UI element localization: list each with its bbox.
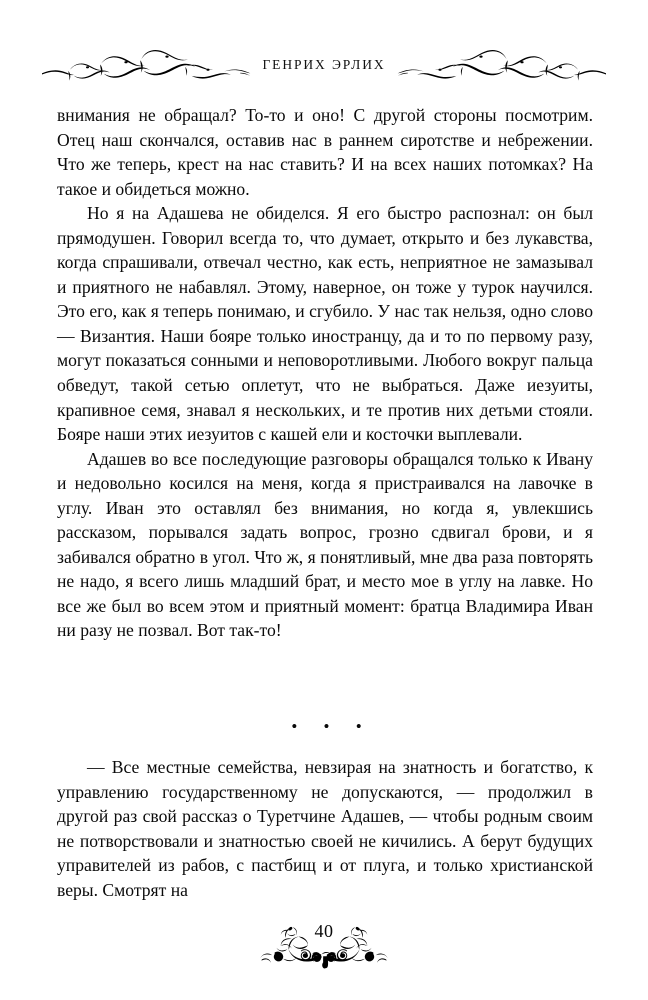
- ribbon-ornament-right-icon: [396, 47, 608, 85]
- running-head-title: ГЕНРИХ ЭРЛИХ: [262, 57, 386, 73]
- paragraph: Адашев во все последующие разговоры обращался только к Ивану и недовольно косился на меня, когда я пристраивался на лавочке в углу. Иван это оставлял без внимания, но когда я, увлекшись рассказом, порывался задать вопрос, грозно сдвигал брови, и я забивался обратно в угол. Что ж, я понятливый, мне два раза повторять не надо, я всего лишь младший брат, и место мое в углу на лавке. Но все же был во всем этом и приятный момент: братца Владимира Иван ни разу не позвал. Вот так-то!: [57, 448, 593, 641]
- running-head: [0, 46, 648, 86]
- paragraph: внимания не обращал? То-то и оно! С другой стороны посмотрим. Отец наш скончался, оставив нас в раннем сиротстве и небрежении. Что же теперь, крест на нас ставить? И на всех наших потомках? На такое и обидеться можно.: [57, 105, 593, 199]
- section-break-separator: • • •: [291, 717, 373, 736]
- paragraph: — Все местные семейства, невзирая на знатность и богатство, к управлению государственному не допускаются, — продолжил в другой раз свой рассказ о Туретчине Адашев, — чтобы родным своим не потворствовали и знатностью своей не кичились. А берут будущих управителей из рабов, с пастбищ и от плуга, и только христианской веры. Смотрят на: [57, 757, 593, 900]
- ribbon-ornament-left-icon: [40, 47, 252, 85]
- body-text-upper: [57, 103, 593, 643]
- body-text-lower: [57, 755, 593, 902]
- page-number: 40: [314, 921, 334, 941]
- paragraph: Но я на Адашева не обиделся. Я его быстро распознал: он был прямодушен. Говорил всегда то, что думает, открыто и без лукавства, когда спрашивали, отвечал честно, как есть, неприятное не замазывал и приятного не набавлял. Этому, наверное, он тоже у турок научился. Это его, как я теперь понимаю, и сгубило. У нас так нельзя, одно слово — Византия. Наши бояре только иностранцу, да и то по первому разу, могут показаться сонными и неповоротливыми. Любого вокруг пальца обведут, такой сетью оплетут, что не выбраться. Даже иезуиты, крапивное семя, знавал я нескольких, и те против них детьми стояли. Бояре наши этих иезуитов с кашей ели и косточки выплевали.: [57, 203, 593, 445]
- page-footer: [0, 912, 648, 982]
